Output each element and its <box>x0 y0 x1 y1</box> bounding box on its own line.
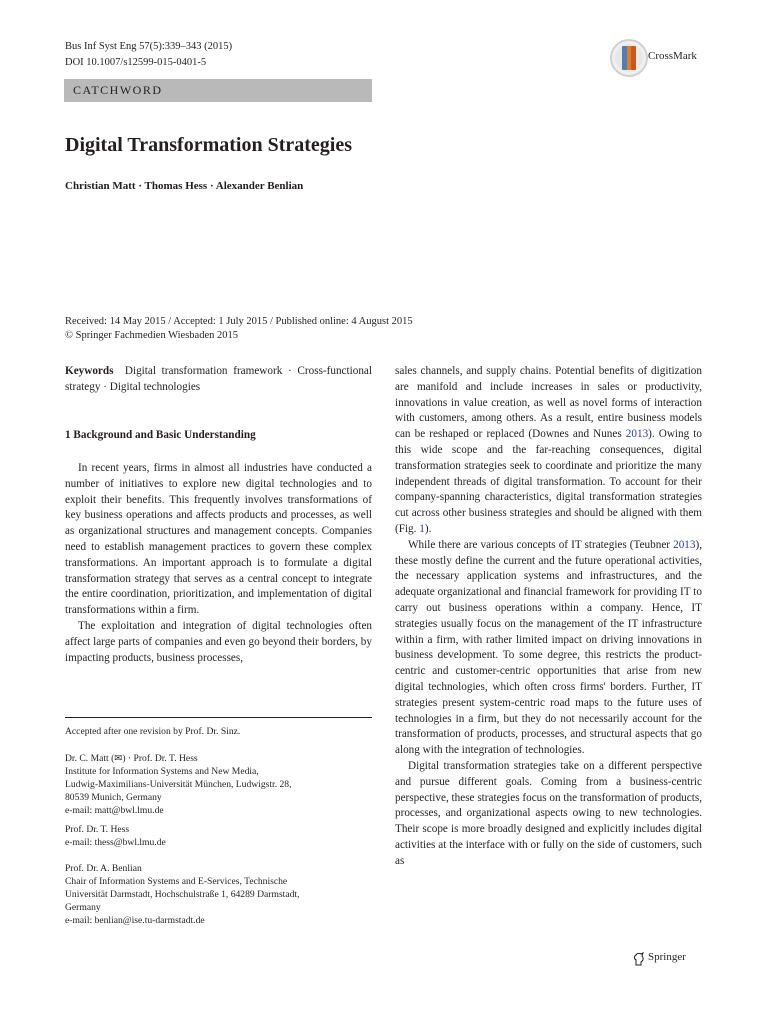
paragraph-4 <box>395 538 702 759</box>
paragraph-4-a: While there are various concepts of IT strategies (Teubner <box>408 538 674 551</box>
keywords-label: Keywords <box>65 365 114 377</box>
affiliation-matt-line2: Ludwig-Maximilians-Universität München, Ludwigstr. 28, <box>65 779 292 790</box>
paragraph-2: The exploitation and integration of digital technologies often affect large parts of companies and even go beyond their borders, by impacting products, business processes, <box>65 619 372 664</box>
email-hess[interactable]: e-mail: thess@bwl.lmu.de <box>65 837 166 848</box>
publisher-name: Springer <box>648 951 686 963</box>
author-list: Christian Matt · Thomas Hess · Alexander Benlian <box>65 180 304 192</box>
citation-link[interactable]: 2013 <box>625 428 649 441</box>
affiliation-hess-name: Prof. Dr. T. Hess <box>65 824 130 835</box>
affiliation-benlian <box>65 862 372 927</box>
affiliation-benlian-line3: Germany <box>65 902 101 913</box>
email-matt[interactable]: e-mail: matt@bwl.lmu.de <box>65 805 164 816</box>
paragraph-3-a: sales channels, and supply chains. Potential benefits of digitization are manifold and include increases in sales or productivity, innovations in value creation, as well as novel forms of interaction with customers, among others. As a result, entire business models can be reshaped or replaced (Downes and Nunes <box>395 365 702 441</box>
article-dates: Received: 14 May 2015 / Accepted: 1 July 2015 / Published online: 4 August 2015 <box>65 316 413 327</box>
paragraph-3 <box>395 364 702 538</box>
footnote-accepted: Accepted after one revision by Prof. Dr. Sinz. <box>65 726 241 737</box>
affiliation-matt-line3: 80539 Munich, Germany <box>65 792 162 803</box>
right-body <box>395 364 702 870</box>
affiliation-hess <box>65 823 372 849</box>
crossmark-label[interactable]: CrossMark <box>648 50 697 62</box>
email-benlian[interactable]: e-mail: benlian@ise.tu-darmstadt.de <box>65 915 205 926</box>
paragraph-1: In recent years, firms in almost all industries have conducted a number of initiatives to explore new digital technologies and to exploit their benefits. This frequently involves transformations of key business operations and affects products and processes, as well as organizational structures and management concepts. Companies need to establish management practices to govern these complex transformations. An important approach is to formulate a digital transformation strategy that serves as a central concept to integrate the entire coordination, prioritization, and implementation of digital transformations within a firm. <box>65 462 372 617</box>
doi[interactable]: DOI 10.1007/s12599-015-0401-5 <box>65 57 207 68</box>
affiliation-matt-names: Dr. C. Matt (✉) · Prof. Dr. T. Hess <box>65 753 198 764</box>
journal-citation: Bus Inf Syst Eng 57(5):339–343 (2015) <box>65 41 233 52</box>
paragraph-3-c: ). <box>424 522 432 535</box>
affiliation-benlian-line1: Chair of Information Systems and E-Services, Technische <box>65 876 288 887</box>
springer-horse-icon <box>633 952 645 966</box>
section-heading: 1 Background and Basic Understanding <box>65 429 256 441</box>
left-body <box>65 461 372 666</box>
figure-link[interactable]: 1 <box>419 522 425 535</box>
keywords-text: Digital transformation framework · Cross-functional strategy · Digital technologies <box>65 365 372 393</box>
footnote-rule <box>65 717 372 718</box>
paragraph-4-b: ), these mostly define the current and the future operational activities, the necessary application systems and infrastructures, and the adequate organizational and financial framework for providing IT to carry out business operations within a company. Hence, IT strategies usually focus on the management of the IT infrastructure within a firm, with rather limited impact on driving innovations in business development. To some degree, this restricts the product-centric and customer-centric opportunities that arise from new digital technologies, which often cross firms' borders. Further, IT strategies present system-centric road maps to the future uses of technologies in a firm, but they do not necessarily account for the transformation of products, processes, and structural aspects that go along with the integration of technologies. <box>395 538 702 757</box>
copyright: © Springer Fachmedien Wiesbaden 2015 <box>65 330 238 341</box>
keywords <box>65 364 372 396</box>
crossmark-badge[interactable] <box>609 38 649 83</box>
affiliation-matt-line1: Institute for Information Systems and New Media, <box>65 766 259 777</box>
citation-link[interactable]: 2013 <box>673 538 696 551</box>
article-title: Digital Transformation Strategies <box>65 134 353 156</box>
affiliation-benlian-line2: Universität Darmstadt, Hochschulstraße 1, 64289 Darmstadt, <box>65 889 300 900</box>
affiliation-benlian-name: Prof. Dr. A. Benlian <box>65 863 142 874</box>
catchword-banner: CATCHWORD <box>64 79 372 102</box>
affiliation-matt <box>65 752 372 817</box>
paragraph-5: Digital transformation strategies take on a different perspective and pursue different goals. Coming from a business-centric perspective, these strategies focus on the transformation of products, processes, and organizational aspects owing to new technologies. Their scope is more broadly designed and explicitly includes digital activities at the interface with or fully on the side of customers, such as <box>395 759 702 867</box>
springer-logo <box>633 952 645 971</box>
paragraph-3-b: ). Owing to this wide scope and the far-reaching consequences, digital transformation strategies seek to coordinate and prioritize the many independent threads of digital transformation. To account for their company-spanning characteristics, digital transformation strategies cut across other business strategies and should be aligned with them (Fig. <box>395 428 702 535</box>
crossmark-icon <box>609 38 649 78</box>
